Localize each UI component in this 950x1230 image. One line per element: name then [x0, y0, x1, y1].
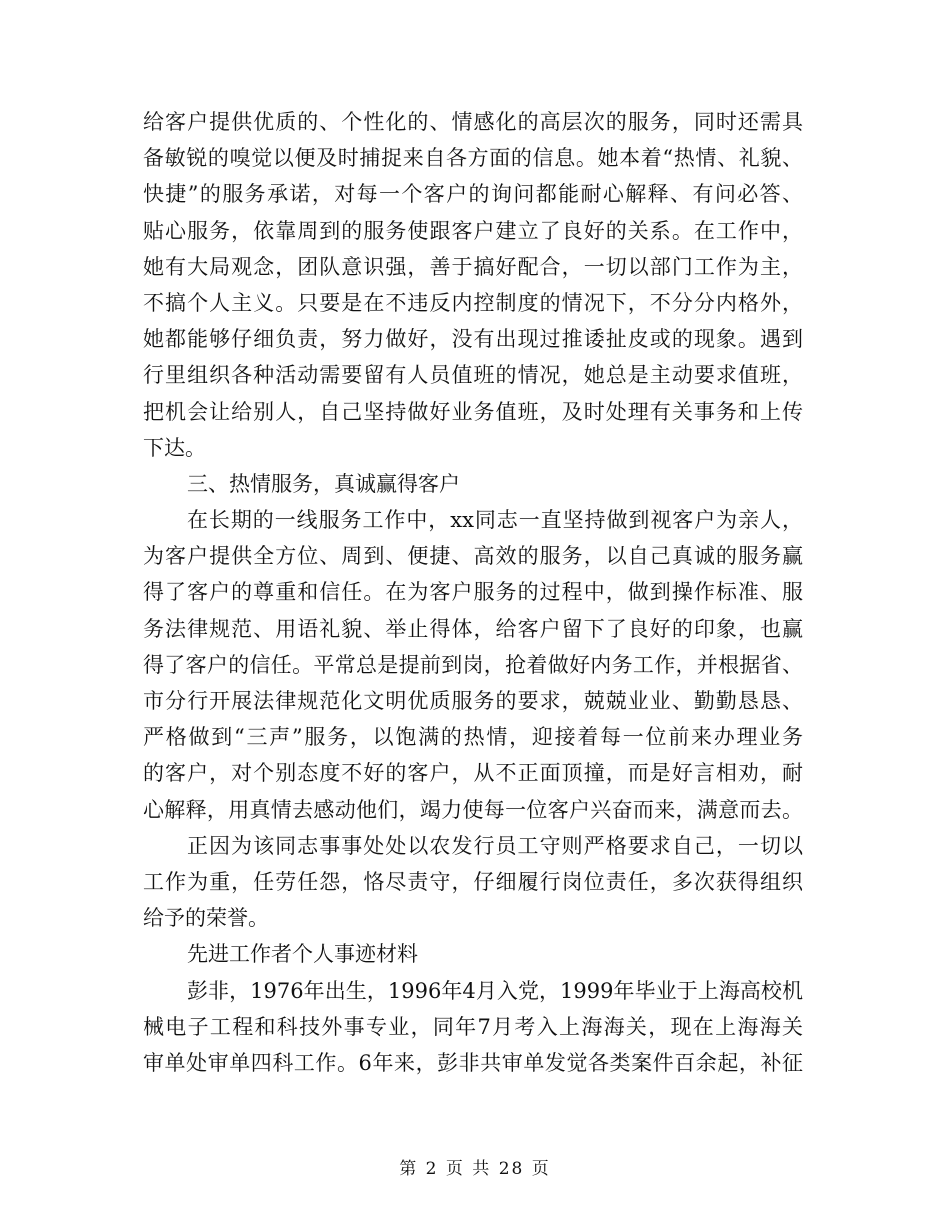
text-line: 不搞个人主义。只要是在不违反内控制度的情况下，不分分内格外，: [143, 290, 803, 315]
text-line: 她都能够仔细负责，努力做好，没有出现过推诿扯皮或的现象。遇到: [143, 327, 803, 352]
text-line: 得了客户的信任。平常总是提前到岗，抢着做好内务工作，并根据省、: [143, 652, 803, 677]
text-line: 快捷”的服务承诺，对每一个客户的询问都能耐心解释、有问必答、: [143, 182, 803, 207]
text-line: 行里组织各种活动需要留有人员值班的情况，她总是主动要求值班，: [143, 363, 803, 388]
text-line: 她有大局观念，团队意识强，善于搞好配合，一切以部门工作为主，: [143, 254, 803, 279]
text-line: 务法律规范、用语礼貌、举止得体，给客户留下了良好的印象，也赢: [143, 616, 803, 641]
text-line: 给客户提供优质的、个性化的、情感化的高层次的服务，同时还需具: [143, 110, 803, 134]
text-line: 正因为该同志事事处处以农发行员工守则严格要求自己，一切以: [187, 833, 803, 858]
text-line: 心解释，用真情去感动他们，竭力使每一位客户兴奋而来，满意而去。: [143, 797, 803, 822]
text-line: 把机会让给别人，自己坚持做好业务值班，及时处理有关事务和上传: [143, 399, 803, 424]
document-body: [143, 104, 803, 1081]
text-line: 下达。: [143, 435, 206, 460]
page-footer: 第 2 页 共 28 页: [399, 1159, 551, 1179]
text-line: 给予的荣誉。: [143, 906, 269, 931]
text-line: 市分行开展法律规范化文明优质服务的要求，兢兢业业、勤勤恳恳、: [143, 689, 803, 713]
text-line: 为客户提供全方位、周到、便捷、高效的服务，以自己真诚的服务赢: [143, 544, 803, 569]
text-line: 贴心服务，依靠周到的服务使跟客户建立了良好的关系。在工作中，: [143, 218, 803, 243]
text-line: 备敏锐的嗅觉以便及时捕捉来自各方面的信息。她本着“热情、礼貌、: [143, 146, 803, 171]
text-line: 在长期的一线服务工作中，xx同志一直坚持做到视客户为亲人，: [187, 508, 803, 533]
section-heading: 先进工作者个人事迹材料: [187, 942, 418, 967]
text-line: 的客户，对个别态度不好的客户，从不正面顶撞，而是好言相劝，耐: [143, 761, 803, 786]
text-line: 得了客户的尊重和信任。在为客户服务的过程中，做到操作标准、服: [143, 580, 803, 605]
text-line: 械电子工程和科技外事专业，同年7月考入上海海关，现在上海海关: [143, 1014, 803, 1039]
text-line: 彭非，1976年出生，1996年4月入党，1999年毕业于上海高校机: [187, 978, 803, 1003]
text-line: 工作为重，任劳任怨，恪尽责守，仔细履行岗位责任，多次获得组织: [143, 869, 803, 894]
section-heading: 三、热情服务，真诚赢得客户: [187, 471, 460, 496]
text-line: 审单处审单四科工作。6年来，彭非共审单发觉各类案件百余起，补征: [143, 1050, 803, 1075]
text-line: 严格做到“三声”服务，以饱满的热情，迎接着每一位前来办理业务: [143, 725, 803, 750]
